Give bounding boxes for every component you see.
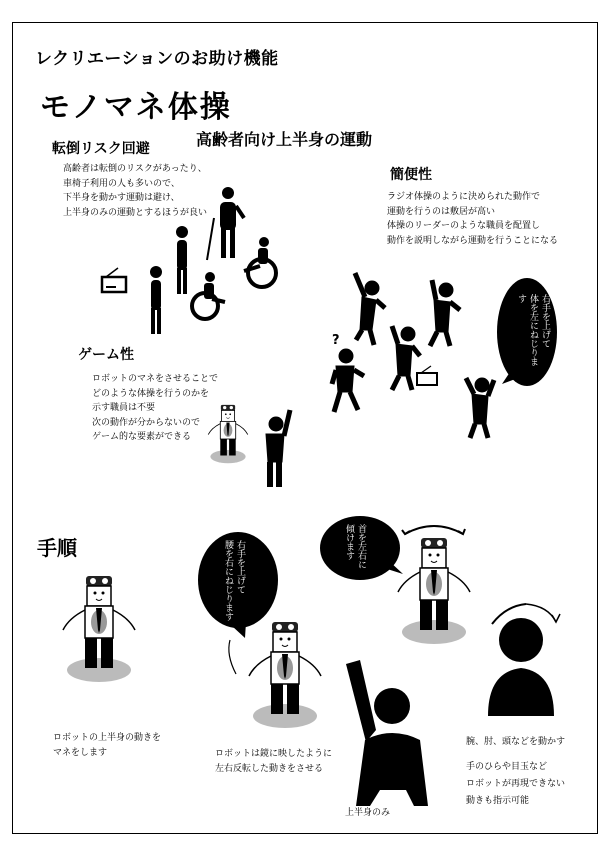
simplicity-title: 簡便性 [390,167,432,183]
game-text: ロボットのマネをさせることで どのような体操を行うのかを 示す職員は不要 次の動作が分からないので ゲーム的な要素ができる [92,374,219,442]
bubble-text-1: 右手を上げて 体を左にねじります [516,294,550,366]
person-icon [346,660,428,806]
person-icon [150,266,162,334]
fall-risk-title: 転倒リスク回避 [52,141,150,157]
radio-icon [417,366,437,385]
wheelchair-icon [244,237,276,287]
subtitle: レクリエーションのお助け機能 [35,49,279,69]
game-title: ゲーム性 [78,347,134,363]
wheelchair-icon [192,272,225,319]
robot-icon [208,405,248,463]
person-icon [266,410,290,487]
person-icon [176,226,188,294]
robot-icon [398,538,470,644]
person-icon [355,273,385,345]
step4-text: 腕、肘、頭などを動かす 手のひらや目玉など ロボットが再現できない 動きも指示可能 [466,737,566,806]
person-label: 上半身のみ [345,808,391,818]
person-icon [332,349,364,412]
bubble-text-2: 右手を上げて 腰を右にねじります [223,540,245,621]
step2-text: ロボットは鏡に映したように 左右反転した動きをさせる [215,749,333,774]
fall-risk-text: 高齢者は転倒のリスクがあったり、 車椅子利用の人も多いので、 下半身を動かす運動は避け、 上半身のみの運動とするほうが良い [63,164,208,218]
step1-text: ロボットの上半身の動きを マネをします [53,733,162,758]
question-mark-icon: ? [332,333,340,348]
simplicity-text: ラジオ体操のように決められた動作で 運動を行うのは敷居が高い 体操のリーダーのような職員を配置し 動作を説明しながら運動を行うことになる [387,192,559,246]
radio-icon [102,268,126,292]
person-icon [392,326,420,390]
section-heading: 高齢者向け上半身の運動 [196,130,373,149]
robot-icon [249,622,321,728]
bubble-text-3: 首を左右に 傾けます [344,524,366,569]
person-icon [466,378,494,438]
person-icon [488,618,554,716]
person-icon [207,187,244,260]
page-title: モノマネ体操 [40,90,232,125]
person-icon [430,280,460,346]
procedure-title: 手順 [37,536,77,560]
robot-icon [63,576,135,682]
